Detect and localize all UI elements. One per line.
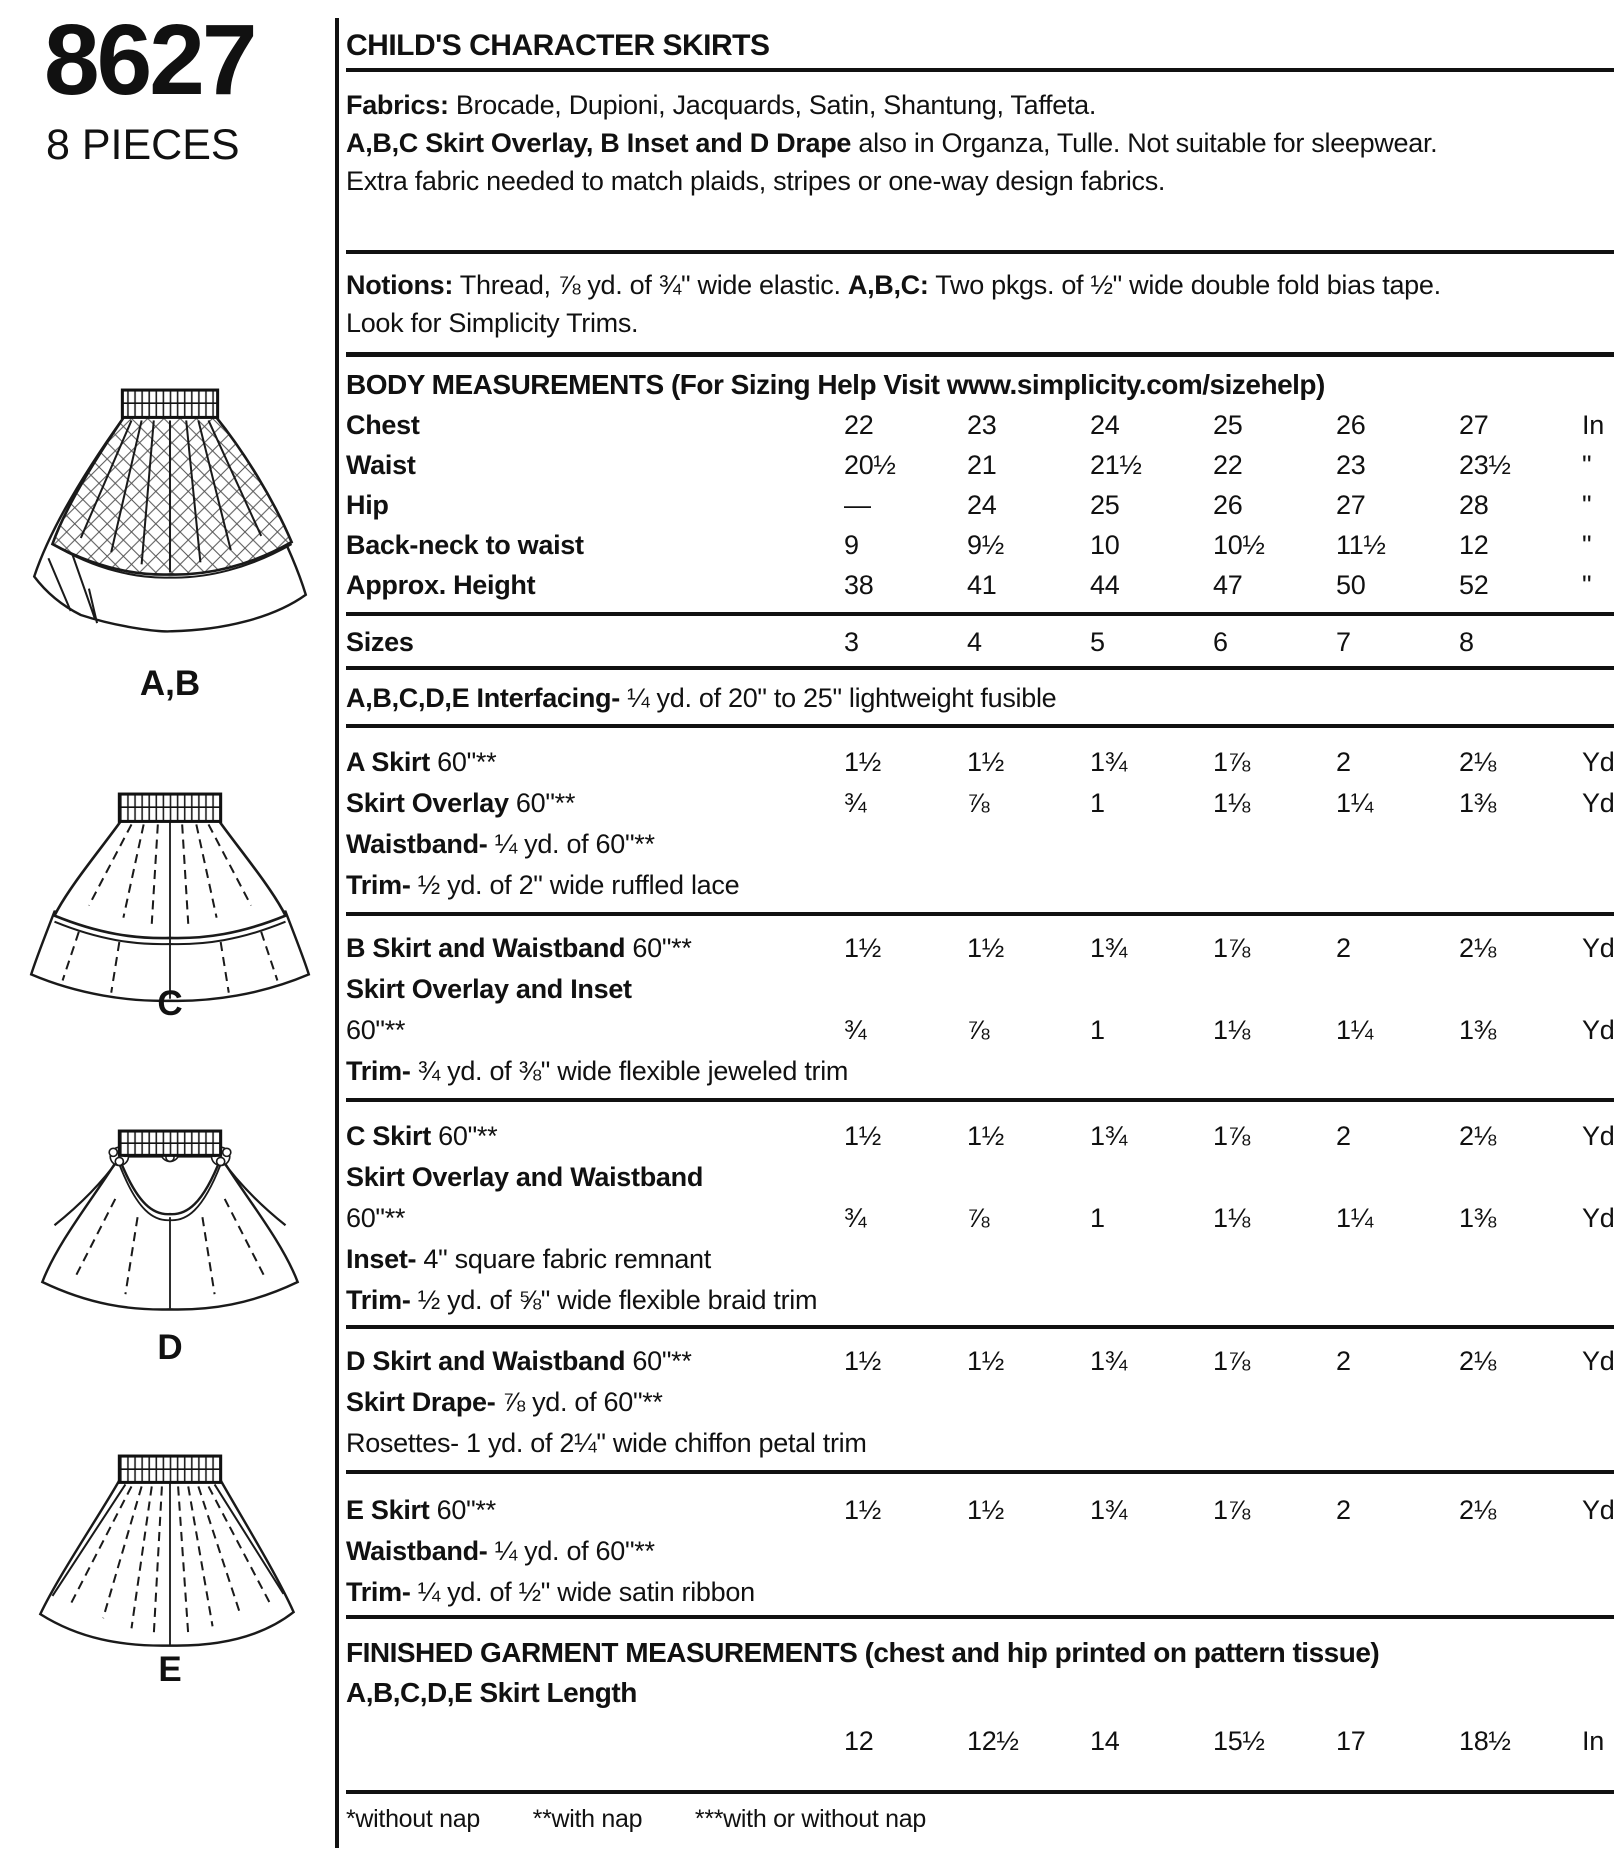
table-row xyxy=(346,1051,1614,1092)
row-value: 23 xyxy=(967,410,997,440)
row-value: 1¾ xyxy=(1090,1495,1127,1525)
row-label xyxy=(346,525,844,565)
body-measurements-table xyxy=(346,405,1614,605)
row-unit: Yd xyxy=(1582,788,1615,818)
view-label-ab: A,B xyxy=(139,664,201,703)
row-value: 1¾ xyxy=(1090,933,1127,963)
row-value: 2⅛ xyxy=(1459,1346,1496,1376)
sizes-row xyxy=(346,622,1614,662)
yardage-section-b xyxy=(346,928,1614,1092)
bold-text: A,B,C,D,E Interfacing- xyxy=(346,683,620,713)
row-unit: Yd xyxy=(1582,1203,1615,1233)
row-value: 24 xyxy=(1090,410,1120,440)
fabrics-paragraph xyxy=(346,86,1496,124)
divider xyxy=(346,1325,1614,1329)
row-value: 3 xyxy=(844,627,859,657)
bold-text: A,B,C Skirt Overlay, B Inset and D Drape xyxy=(346,128,852,158)
bold-text: E Skirt xyxy=(346,1495,430,1525)
row-value: 1½ xyxy=(967,933,1004,963)
row-value: 22 xyxy=(1213,450,1243,480)
row-value: 2 xyxy=(1336,747,1351,777)
skirt-c-drawing xyxy=(18,790,322,1005)
table-row xyxy=(346,1341,1614,1382)
row-label xyxy=(346,1280,1614,1321)
bold-text: Waist xyxy=(346,450,416,480)
text: ¾ yd. of ⅜" wide flexible jeweled trim xyxy=(410,1056,849,1086)
bold-text: Trim- xyxy=(346,1285,411,1315)
row-unit: In xyxy=(1582,1726,1604,1756)
text: also in Organza, Tulle. Not suitable for sleepwear. Extra fabric needed to match plaids, stripes or one-way design fabrics. xyxy=(346,128,1438,196)
divider xyxy=(346,1790,1614,1794)
bold-text: Skirt Overlay and Waistband xyxy=(346,1162,704,1192)
row-label xyxy=(346,742,844,783)
table-row xyxy=(346,1490,1614,1531)
skirt-d-drawing xyxy=(18,1128,322,1314)
table-row xyxy=(346,824,1614,865)
bold-text: Hip xyxy=(346,490,389,520)
text: Brocade, Dupioni, Jacquards, Satin, Shantung, Taffeta. xyxy=(448,90,1097,120)
text: 60"** xyxy=(508,788,576,818)
finished-measurements-heading: FINISHED GARMENT MEASUREMENTS (chest and hip printed on pattern tissue) xyxy=(346,1637,1380,1668)
bold-text: A,B,C: xyxy=(847,270,929,300)
row-value: 4 xyxy=(967,627,982,657)
row-value: 1⅞ xyxy=(1213,933,1250,963)
table-row xyxy=(346,783,1614,824)
divider xyxy=(346,612,1614,616)
bold-text: B Skirt and Waistband xyxy=(346,933,626,963)
row-value: 28 xyxy=(1459,490,1489,520)
table-row xyxy=(346,1572,1614,1613)
bold-text: Waistband- xyxy=(346,1536,488,1566)
divider xyxy=(346,1615,1614,1619)
table-row xyxy=(346,1010,1614,1051)
divider xyxy=(346,1098,1614,1102)
row-value: 1⅛ xyxy=(1213,1015,1250,1045)
table-row xyxy=(346,405,1614,445)
text: 60"** xyxy=(625,933,692,963)
bold-text: Sizes xyxy=(346,627,414,657)
bold-text: Skirt Drape- xyxy=(346,1387,496,1417)
table-row xyxy=(346,525,1614,565)
yardage-section-e xyxy=(346,1490,1614,1613)
yardage-section-c xyxy=(346,1116,1614,1321)
row-label xyxy=(346,445,844,485)
row-value: ⅞ xyxy=(967,1203,990,1233)
row-value: 8 xyxy=(1459,627,1474,657)
row-value: 1½ xyxy=(844,747,881,777)
row-label xyxy=(346,783,844,824)
row-value: 15½ xyxy=(1213,1726,1265,1756)
row-value: 20½ xyxy=(844,450,896,480)
row-value: 6 xyxy=(1213,627,1228,657)
text: ⅞ yd. of 60"** xyxy=(495,1387,663,1417)
row-value: 1½ xyxy=(844,933,881,963)
row-value: 9 xyxy=(844,530,859,560)
row-label xyxy=(346,485,844,525)
row-label xyxy=(346,928,844,969)
table-row xyxy=(346,485,1614,525)
row-value: 38 xyxy=(844,570,874,600)
waistband xyxy=(119,1131,220,1155)
row-value: ¾ xyxy=(844,788,867,818)
divider xyxy=(346,666,1614,670)
row-value: 1 xyxy=(1090,1203,1105,1233)
row-value: 1½ xyxy=(844,1121,881,1151)
row-label xyxy=(346,969,1614,1010)
row-value: 25 xyxy=(1090,490,1120,520)
bold-text: Skirt Overlay and Inset xyxy=(346,974,632,1004)
row-value: 1½ xyxy=(967,1346,1004,1376)
row-label xyxy=(346,1382,1614,1423)
row-label xyxy=(346,865,1614,906)
row-value: 27 xyxy=(1459,410,1489,440)
table-row xyxy=(346,1239,1614,1280)
row-value: 1¾ xyxy=(1090,747,1127,777)
text: 60"** xyxy=(429,747,497,777)
table-row xyxy=(346,928,1614,969)
view-label-e: E xyxy=(158,1650,182,1689)
text: ½ yd. of 2" wide ruffled lace xyxy=(410,870,740,900)
row-unit: Yd xyxy=(1582,1015,1615,1045)
row-value: 1½ xyxy=(967,1121,1004,1151)
row-value: 1½ xyxy=(967,747,1004,777)
row-value: 2⅛ xyxy=(1459,1121,1496,1151)
text: ½ yd. of ⅝" wide flexible braid trim xyxy=(410,1285,818,1315)
row-value: 10 xyxy=(1090,530,1120,560)
row-unit: Yd xyxy=(1582,747,1615,777)
row-label xyxy=(346,1341,844,1382)
table-row xyxy=(346,565,1614,605)
row-value: 27 xyxy=(1336,490,1366,520)
row-label xyxy=(346,1051,1614,1092)
row-label xyxy=(346,1490,844,1531)
interfacing-note xyxy=(346,678,1614,718)
row-value: 1½ xyxy=(967,1495,1004,1525)
bold-text: Chest xyxy=(346,410,420,440)
table-row xyxy=(346,1719,1614,1763)
row-value: 1¼ xyxy=(1336,1015,1373,1045)
fabrics-views-paragraph xyxy=(346,124,1496,200)
row-value: 2⅛ xyxy=(1459,747,1496,777)
row-value: ⅞ xyxy=(967,788,990,818)
row-unit: Yd xyxy=(1582,1346,1615,1376)
row-value: 1⅜ xyxy=(1459,788,1496,818)
bold-text: Fabrics: xyxy=(346,90,449,120)
row-value: 1⅞ xyxy=(1213,1121,1250,1151)
bold-text: Trim- xyxy=(346,870,411,900)
divider xyxy=(346,352,1614,357)
text: 60"** xyxy=(625,1346,692,1376)
row-unit: " xyxy=(1582,570,1592,600)
row-unit: " xyxy=(1582,490,1592,520)
row-value: 2 xyxy=(1336,1346,1351,1376)
text: 4" square fabric remnant xyxy=(416,1244,711,1274)
row-value: 1⅞ xyxy=(1213,1346,1250,1376)
divider xyxy=(346,912,1614,916)
row-value: 7 xyxy=(1336,627,1351,657)
row-label xyxy=(346,1157,1614,1198)
row-label xyxy=(346,565,844,605)
row-value: 2 xyxy=(1336,1121,1351,1151)
row-value: 44 xyxy=(1090,570,1120,600)
table-row xyxy=(346,1157,1614,1198)
row-value: 2 xyxy=(1336,933,1351,963)
row-value: 12½ xyxy=(967,1726,1019,1756)
row-value: 23 xyxy=(1336,450,1366,480)
row-value: 1 xyxy=(1090,788,1105,818)
table-row xyxy=(346,865,1614,906)
row-value: 41 xyxy=(967,570,997,600)
row-label xyxy=(346,1116,844,1157)
text: 60"** xyxy=(429,1495,496,1525)
row-value: 1⅜ xyxy=(1459,1203,1496,1233)
row-value: 11½ xyxy=(1336,530,1386,560)
row-label xyxy=(346,1719,844,1763)
yardage-section-a xyxy=(346,742,1614,906)
table-row xyxy=(346,622,1614,662)
divider xyxy=(346,724,1614,728)
table-row xyxy=(346,1531,1614,1572)
skirt-ab-drawing xyxy=(18,386,322,647)
row-label xyxy=(346,1423,1614,1464)
row-value: 9½ xyxy=(967,530,1004,560)
row-label xyxy=(346,1572,1614,1613)
skirt-d-illustration xyxy=(18,1128,322,1314)
waistband xyxy=(119,1456,220,1482)
row-label xyxy=(346,622,844,662)
view-label-c: C xyxy=(157,984,183,1023)
finished-skirt-length-label: A,B,C,D,E Skirt Length xyxy=(346,1677,637,1708)
row-value: 52 xyxy=(1459,570,1489,600)
row-unit: In xyxy=(1582,410,1604,440)
row-value: 23½ xyxy=(1459,450,1511,480)
row-value: ¾ xyxy=(844,1015,867,1045)
waistband xyxy=(122,390,217,417)
row-value: — xyxy=(844,490,871,520)
table-row xyxy=(346,445,1614,485)
table-row xyxy=(346,742,1614,783)
row-value: 1¾ xyxy=(1090,1121,1127,1151)
bold-text: Back-neck to waist xyxy=(346,530,584,560)
row-value: ¾ xyxy=(844,1203,867,1233)
text: ¼ yd. of 20" to 25" lightweight fusible xyxy=(619,683,1057,713)
skirt-ab-illustration xyxy=(18,386,322,647)
row-value: 5 xyxy=(1090,627,1105,657)
row-unit xyxy=(1582,622,1614,662)
row-value: 17 xyxy=(1336,1726,1366,1756)
finished-skirt-length-row xyxy=(346,1719,1614,1763)
text: 60"** xyxy=(346,1015,406,1045)
row-value: 1½ xyxy=(844,1495,881,1525)
table-row xyxy=(346,1116,1614,1157)
text: ¼ yd. of ½" wide satin ribbon xyxy=(410,1577,755,1607)
bold-text: D Skirt and Waistband xyxy=(346,1346,626,1376)
skirt-e-drawing xyxy=(18,1452,322,1655)
row-value: 26 xyxy=(1213,490,1243,520)
text: Rosettes- 1 yd. of 2¼" wide chiffon petal trim xyxy=(346,1428,867,1458)
row-value: 21½ xyxy=(1090,450,1142,480)
skirt-c-illustration xyxy=(18,790,322,1005)
row-value: 12 xyxy=(1459,530,1489,560)
row-value: 50 xyxy=(1336,570,1366,600)
row-value: 12 xyxy=(844,1726,874,1756)
row-value: 2⅛ xyxy=(1459,933,1496,963)
pattern-number: 8627 xyxy=(44,4,255,116)
row-value: 1¾ xyxy=(1090,1346,1127,1376)
view-label-d: D xyxy=(157,1328,183,1367)
row-label xyxy=(346,824,1614,865)
row-value: 1⅞ xyxy=(1213,747,1250,777)
row-label xyxy=(346,1010,844,1051)
bold-text: Approx. Height xyxy=(346,570,536,600)
row-label xyxy=(346,1531,1614,1572)
row-unit: Yd xyxy=(1582,1495,1615,1525)
row-value: 21 xyxy=(967,450,997,480)
bold-text: Waistband- xyxy=(346,829,488,859)
row-value: 1⅛ xyxy=(1213,788,1250,818)
bold-text: Trim- xyxy=(346,1056,411,1086)
row-label xyxy=(346,1239,1614,1280)
row-label xyxy=(346,1198,844,1239)
row-value: 1⅜ xyxy=(1459,1015,1496,1045)
footnotes xyxy=(346,1802,1614,1836)
row-value: 18½ xyxy=(1459,1726,1511,1756)
row-value: 22 xyxy=(844,410,874,440)
row-value: 14 xyxy=(1090,1726,1120,1756)
table-row xyxy=(346,1382,1614,1423)
divider xyxy=(346,1470,1614,1474)
footnote-without-nap: *without nap xyxy=(346,1805,480,1833)
row-value: 1⅛ xyxy=(1213,1203,1250,1233)
text: ¼ yd. of 60"** xyxy=(487,1536,655,1566)
divider xyxy=(346,250,1614,254)
text: Thread, ⅞ yd. of ¾" wide elastic. xyxy=(453,270,848,300)
yardage-section-d xyxy=(346,1341,1614,1464)
row-value: 1½ xyxy=(844,1346,881,1376)
row-unit: " xyxy=(1582,450,1592,480)
divider xyxy=(346,68,1614,72)
table-row xyxy=(346,1198,1614,1239)
pieces-count: 8 PIECES xyxy=(46,121,240,169)
bold-text: Inset- xyxy=(346,1244,417,1274)
table-row xyxy=(346,969,1614,1010)
bold-text: C Skirt xyxy=(346,1121,431,1151)
bold-text: Trim- xyxy=(346,1577,411,1607)
row-value: 24 xyxy=(967,490,997,520)
bold-text: Notions: xyxy=(346,270,454,300)
waistband xyxy=(119,794,220,821)
notions-paragraph xyxy=(346,266,1466,342)
info-pane xyxy=(335,0,1620,1866)
table-row xyxy=(346,1280,1614,1321)
left-column xyxy=(0,0,335,1866)
row-value: 10½ xyxy=(1213,530,1265,560)
footnote-with-nap: **with nap xyxy=(532,1805,643,1833)
skirt-e-illustration xyxy=(18,1452,322,1655)
row-unit: " xyxy=(1582,530,1592,560)
row-value: 1¼ xyxy=(1336,788,1373,818)
row-value: 1¼ xyxy=(1336,1203,1373,1233)
row-value: 2⅛ xyxy=(1459,1495,1496,1525)
row-value: 1⅞ xyxy=(1213,1495,1250,1525)
row-value: ⅞ xyxy=(967,1015,990,1045)
footnote-with-or-without-nap: ***with or without nap xyxy=(694,1805,926,1833)
page-title: CHILD'S CHARACTER SKIRTS xyxy=(346,29,770,62)
text: Two pkgs. of ½" wide double fold bias tape. Look for Simplicity Trims. xyxy=(346,270,1441,338)
row-unit: Yd xyxy=(1582,933,1615,963)
row-value: 26 xyxy=(1336,410,1366,440)
bold-text: Skirt Overlay xyxy=(346,788,509,818)
row-value: 2 xyxy=(1336,1495,1351,1525)
text: 60"** xyxy=(430,1121,498,1151)
table-row xyxy=(346,1423,1614,1464)
row-value: 47 xyxy=(1213,570,1243,600)
row-value: 25 xyxy=(1213,410,1243,440)
row-label xyxy=(346,405,844,445)
text: 60"** xyxy=(346,1203,406,1233)
row-value: 1 xyxy=(1090,1015,1105,1045)
body-measurements-heading: BODY MEASUREMENTS (For Sizing Help Visit www.simplicity.com/sizehelp) xyxy=(346,369,1325,400)
row-unit: Yd xyxy=(1582,1121,1615,1151)
bold-text: A Skirt xyxy=(346,747,430,777)
text: ¼ yd. of 60"** xyxy=(487,829,655,859)
